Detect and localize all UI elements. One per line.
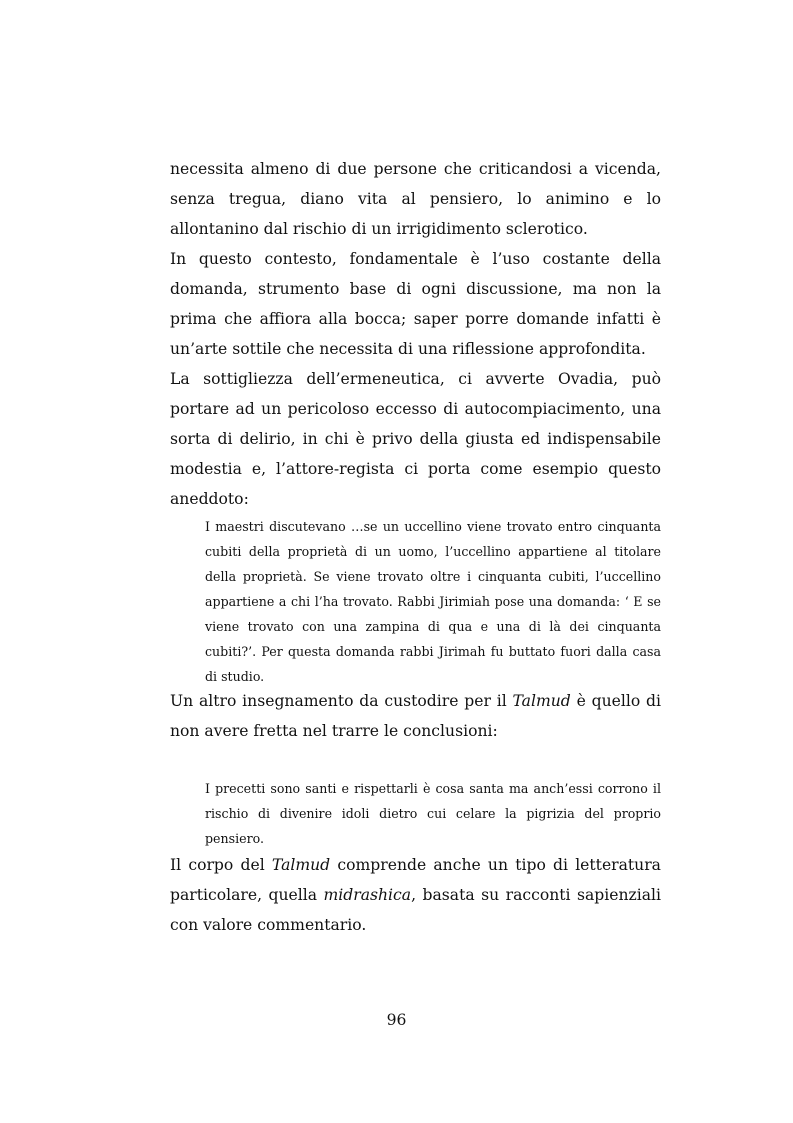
paragraph-4 xyxy=(170,686,661,746)
paragraph-5-part-a: Il corpo del xyxy=(170,856,272,874)
paragraph-1: necessita almeno di due persone che criticandosi a vicenda, senza tregua, diano vita al pensiero, lo animino e lo allontanino dal rischio di un irrigidimento sclerotico. xyxy=(170,160,661,238)
paragraph-5 xyxy=(170,850,661,940)
paragraph-3: La sottigliezza dell’ermeneutica, ci avverte Ovadia, può portare ad un pericoloso eccesso di autocompiacimento, una sorta di delirio, in chi è privo della giusta ed indispensabile modestia e, l’attore-regista ci porta come esempio questo aneddoto: xyxy=(170,370,661,508)
paragraph-2: In questo contesto, fondamentale è l’uso costante della domanda, strumento base di ogni discussione, ma non la prima che affiora alla bocca; saper porre domande infatti è un’arte sottile che necessita di una riflessione approfondita. xyxy=(170,250,661,358)
paragraph-4-italic: Talmud xyxy=(512,692,571,710)
body-text-middle xyxy=(170,686,661,746)
block-quote-2 xyxy=(205,776,661,851)
quote-1-text: I maestri discutevano …se un uccellino viene trovato entro cinquanta cubiti della proprietà di un uomo, l’uccellino appartiene al titolare della proprietà. Se viene trovato oltre i cinquanta cubiti, l’uccellino appartiene a chi l’ha trovato. Rabbi Jirimiah pose una domanda: ‘ E se viene trovato con una zampina di qua e una di là dei cinquanta cubiti?’. Per questa domanda rabbi Jirimah fu buttato fuori dalla casa di studio. xyxy=(205,519,661,684)
paragraph-5-part-c: , basata su racconti sapienziali con valore commentario. xyxy=(170,886,661,934)
paragraph-5-part-b: comprende anche un tipo di letteratura particolare, quella xyxy=(170,856,661,904)
quote-2-text: I precetti sono santi e rispettarli è cosa santa ma anch’essi corrono il rischio di divenire idoli dietro cui celare la pigrizia del proprio pensiero. xyxy=(205,781,661,846)
block-quote-1 xyxy=(205,514,661,689)
body-text-top xyxy=(170,154,661,514)
page-number: 96 xyxy=(386,1011,407,1029)
paragraph-5-italic-1: Talmud xyxy=(271,856,331,874)
paragraph-5-italic-2: midrashica xyxy=(323,886,412,904)
body-text-bottom xyxy=(170,850,661,940)
paragraph-4-part-a: Un altro insegnamento da custodire per il xyxy=(170,692,513,710)
paragraph-4-part-b: è quello di non avere fretta nel trarre le conclusioni: xyxy=(170,692,661,740)
